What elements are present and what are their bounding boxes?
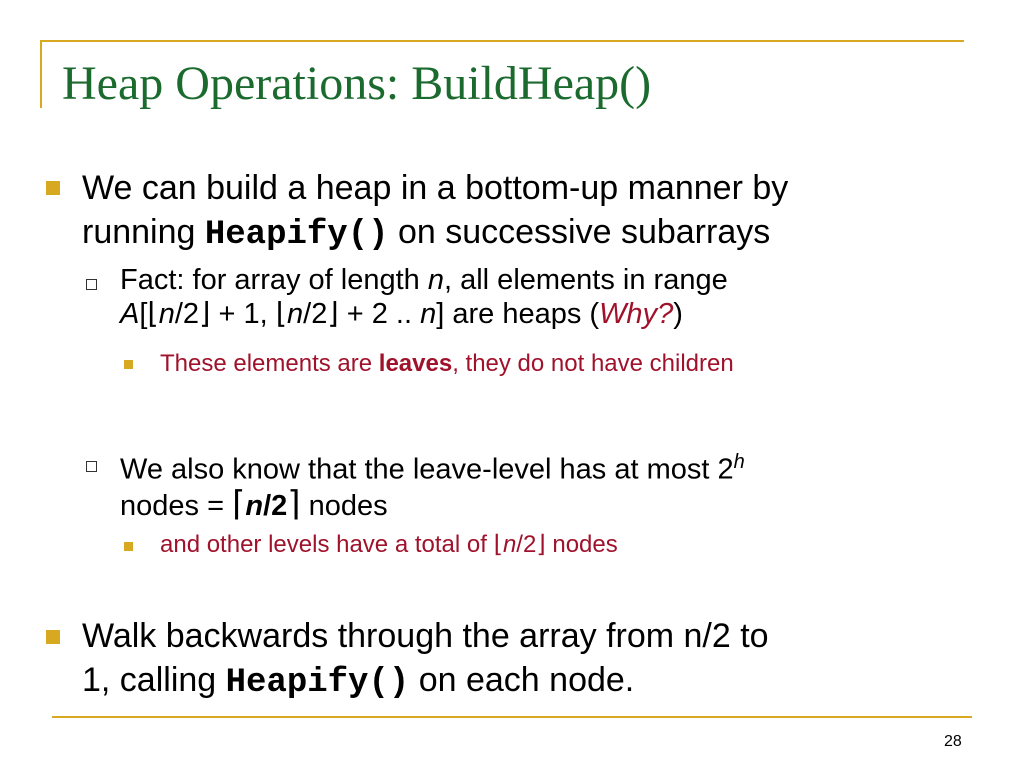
plus-two: + 2 .. xyxy=(338,298,421,330)
superscript-h: h xyxy=(733,451,745,473)
sub-bullet-leave-level xyxy=(120,444,980,523)
frame-top-rule xyxy=(40,40,964,42)
leaves-pre: These elements are xyxy=(160,350,379,377)
bullet-1 xyxy=(82,166,982,257)
floor-close: ⌋ xyxy=(199,298,211,330)
ceil-close: ⌉ xyxy=(287,484,301,523)
nodes-eq: nodes = xyxy=(120,489,233,522)
bracket-open: [ xyxy=(139,298,148,330)
half: /2 xyxy=(516,531,537,558)
var-n: n xyxy=(420,298,437,330)
ceil-open: ⌈ xyxy=(232,484,246,523)
leave-level-line-1: We also know that the leave-level has at most 2 xyxy=(120,453,734,486)
paren-close: ) xyxy=(673,298,683,330)
bullet-2-line-1: Walk backwards through the array from n/2 to xyxy=(82,617,769,655)
var-n: n xyxy=(287,298,304,330)
bullet-1-line-1: We can build a heap in a bottom-up manner by xyxy=(82,169,789,207)
fact-line-1-pre: Fact: for array of length xyxy=(120,264,428,296)
hollow-square-bullet-icon xyxy=(86,461,97,472)
var-A: A xyxy=(120,298,140,330)
leaves-bold: leaves xyxy=(378,350,453,377)
floor-open: ⌊ xyxy=(275,298,288,330)
frame-left-rule xyxy=(40,40,42,108)
sub-sub-bullet-other-levels xyxy=(160,531,980,559)
sub-bullet-fact xyxy=(120,263,980,331)
leaves-post: , they do not have children xyxy=(452,350,734,377)
half: /2 xyxy=(303,298,328,330)
are-heaps-text: ] are heaps ( xyxy=(436,298,600,330)
floor-close: ⌋ xyxy=(327,298,339,330)
half: /2 xyxy=(174,298,200,330)
var-n-bold: n xyxy=(245,489,264,522)
other-levels-post: nodes xyxy=(545,531,618,558)
floor-close: ⌋ xyxy=(536,531,546,558)
sub-sub-bullet-leaves xyxy=(160,350,980,378)
other-levels-pre: and other levels have a total of xyxy=(160,531,494,558)
heapify-code: Heapify() xyxy=(204,216,389,254)
bullet-square-icon xyxy=(124,360,133,369)
bullet-square-icon xyxy=(46,181,60,195)
bullet-2 xyxy=(82,614,982,705)
slide-title: Heap Operations: BuildHeap() xyxy=(62,57,652,110)
floor-open: ⌊ xyxy=(493,531,503,558)
bullet-square-icon xyxy=(124,542,133,551)
page-number: 28 xyxy=(944,733,962,750)
var-n: n xyxy=(502,531,517,558)
var-n: n xyxy=(427,264,444,296)
bullet-2-line-2-post: on each node. xyxy=(409,661,635,699)
bullet-square-icon xyxy=(46,630,60,644)
fact-line-1-post: , all elements in range xyxy=(444,264,728,296)
bullet-1-line-2-post: on successive subarrays xyxy=(388,213,771,251)
bullet-2-line-2-pre: 1, calling xyxy=(82,661,226,699)
slash: / xyxy=(263,489,272,522)
floor-open: ⌊ xyxy=(147,298,159,330)
two-bold: 2 xyxy=(271,489,288,522)
bullet-1-line-2-pre: running xyxy=(82,213,205,251)
why-text: Why? xyxy=(599,298,674,330)
hollow-square-bullet-icon xyxy=(86,279,97,290)
frame-bottom-rule xyxy=(52,716,972,718)
heapify-code: Heapify() xyxy=(225,664,410,702)
plus-one: + 1, xyxy=(210,298,276,330)
var-n: n xyxy=(158,298,175,330)
nodes-suffix: nodes xyxy=(300,489,388,522)
